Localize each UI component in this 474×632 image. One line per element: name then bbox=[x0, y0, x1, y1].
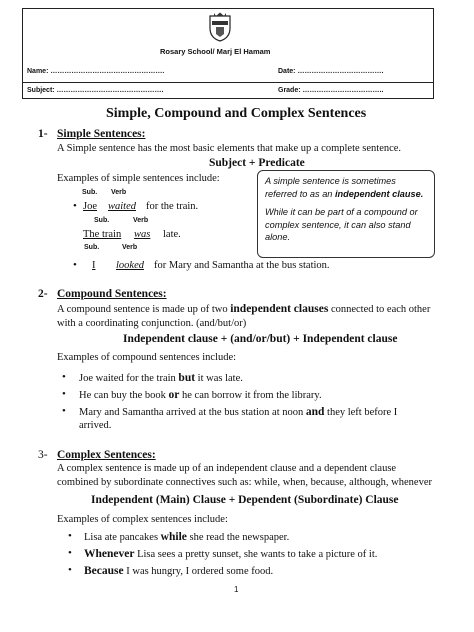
bullet-icon: • bbox=[73, 259, 77, 271]
section-3-number: 3- bbox=[38, 449, 48, 461]
complex-ex2: Whenever Lisa sees a pretty sunset, she wants to take a picture of it. bbox=[84, 548, 378, 560]
complex-definition-line1: A complex sentence is made up of an independent clause and a dependent clause bbox=[57, 463, 397, 474]
compound-ex1: Joe waited for the train but it was late. bbox=[79, 372, 243, 384]
verb-label: Verb bbox=[122, 244, 138, 251]
sub-label: Sub. bbox=[94, 217, 110, 224]
ex3-rest: for Mary and Samantha at the bus station. bbox=[154, 260, 330, 271]
section-3-heading: Complex Sentences: bbox=[57, 449, 156, 461]
bullet-icon: • bbox=[73, 200, 77, 212]
simple-examples-intro: Examples of simple sentences include: bbox=[57, 173, 220, 184]
compound-definition: A compound sentence is made up of two independent clauses connected to each other bbox=[57, 303, 431, 315]
compound-examples-intro: Examples of compound sentences include: bbox=[57, 352, 237, 363]
ex2-verb: was bbox=[134, 229, 151, 240]
sub-label: Sub. bbox=[82, 189, 98, 196]
ex1-verb: waited bbox=[108, 201, 136, 212]
compound-ex3-line2: arrived. bbox=[79, 420, 112, 431]
ex2-rest: late. bbox=[163, 229, 181, 240]
independent-clause-callout bbox=[257, 170, 435, 258]
complex-ex1: Lisa ate pancakes while she read the newspaper. bbox=[84, 531, 290, 543]
bullet-icon: • bbox=[68, 564, 72, 576]
section-2-heading: Compound Sentences: bbox=[57, 288, 167, 300]
simple-definition: A Simple sentence has the most basic elements that make up a complete sentence. bbox=[57, 143, 402, 154]
callout-text-2: While it can be part of a compound or complex sentence, it can also stand alone. bbox=[265, 207, 418, 242]
section-1-heading: Simple Sentences: bbox=[57, 128, 146, 140]
page-title: Simple, Compound and Complex Sentences bbox=[106, 106, 367, 121]
header-divider bbox=[22, 82, 434, 83]
callout-text: A simple sentence is sometimes referred to as an bbox=[265, 176, 396, 199]
ex3-subject: I bbox=[92, 260, 96, 271]
school-crest-icon bbox=[206, 12, 234, 42]
bullet-icon: • bbox=[62, 388, 66, 400]
compound-ex2: He can buy the book or he can borrow it from the library. bbox=[79, 389, 322, 401]
verb-label: Verb bbox=[133, 217, 149, 224]
bullet-icon: • bbox=[62, 371, 66, 383]
page-number: 1 bbox=[234, 585, 239, 594]
compound-formula: Independent clause + (and/or/but) + Independent clause bbox=[123, 333, 398, 345]
ex1-subject: Joe bbox=[83, 201, 97, 212]
ex1-rest: for the train. bbox=[146, 201, 199, 212]
bullet-icon: • bbox=[68, 530, 72, 542]
verb-label: Verb bbox=[111, 189, 127, 196]
ex2-subject: The train bbox=[83, 229, 122, 240]
grade-field: Grade: …………………………….. bbox=[278, 87, 384, 94]
simple-formula: Subject + Predicate bbox=[209, 157, 305, 169]
date-field: Date: ………………………………. bbox=[278, 68, 384, 75]
callout-bold: independent clause. bbox=[334, 188, 424, 199]
complex-definition-line2: combined by subordinate connectives such as: while, when, because, although, whenever bbox=[57, 477, 432, 488]
bullet-icon: • bbox=[62, 405, 66, 417]
subject-field: Subject: ………………………………………. bbox=[27, 87, 164, 94]
section-2-number: 2- bbox=[38, 288, 48, 300]
section-1-number: 1- bbox=[38, 128, 48, 140]
complex-examples-intro: Examples of complex sentences include: bbox=[57, 514, 228, 525]
bullet-icon: • bbox=[68, 547, 72, 559]
school-name: Rosary School/ Marj El Hamam bbox=[160, 47, 271, 56]
compound-ex3: Mary and Samantha arrived at the bus station at noon and they left before I bbox=[79, 406, 398, 418]
name-field: Name: …………………………………………. bbox=[27, 68, 165, 75]
ex3-verb: looked bbox=[116, 260, 144, 271]
sub-label: Sub. bbox=[84, 244, 100, 251]
compound-definition-line2: with a coordinating conjunction. (and/but/or) bbox=[57, 318, 247, 329]
complex-formula: Independent (Main) Clause + Dependent (Subordinate) Clause bbox=[91, 494, 399, 506]
complex-ex3: Because I was hungry, I ordered some food. bbox=[84, 565, 274, 577]
